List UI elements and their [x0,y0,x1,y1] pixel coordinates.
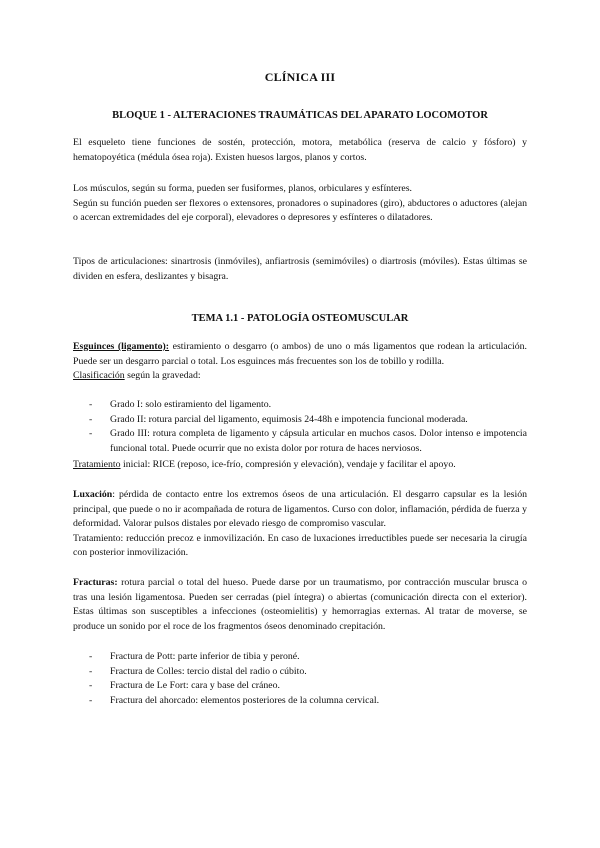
list-item: - Grado III: rotura completa de ligamento y cápsula articular en muchos casos. Dolor intenso e impotencia funcional total. Puede ocurrir que no exista dolor por rotura de haces nerviosos. [73,427,527,456]
dislocation-definition: : pérdida de contacto entre los extremos óseos de una articulación. El desgarro capsular es la lesión principal, que puede o no ir acompañada de rotura de ligamentos. Curso con dolor, inflamación, pérdida de fuerza y deformidad. Valorar pulsos distales por elevado riesgo de compromiso vascular. [73,489,527,530]
dislocation-paragraph [73,488,527,561]
dislocation-treatment: Tratamiento: reducción precoz e inmovilización. En caso de luxaciones irreductibles puede ser necesaria la cirugía con posterior inmovilización. [73,532,527,559]
topic-heading: TEMA 1.1 - PATOLOGÍA OSTEOMUSCULAR [191,313,409,324]
treatment-label: Tratamiento [73,459,121,470]
list-item: - Fractura del ahorcado: elementos posteriores de la columna cervical. [73,694,527,709]
muscles-form-text: Los músculos, según su forma, pueden ser fusiformes, planos, orbiculares y esfínteres. [73,183,413,194]
fracture-types-list [73,650,527,708]
document-title: CLÍNICA III [264,70,336,84]
sprains-paragraph [73,340,527,384]
fractures-term: Fracturas: [73,577,118,588]
intro-muscles-paragraph [73,182,527,226]
classification-label: Clasificación [73,370,125,382]
fractures-paragraph [73,576,527,634]
sprains-treatment [73,458,527,473]
classification-text: según la gravedad: [124,370,201,382]
fractures-definition: rotura parcial o total del hueso. Puede darse por un traumatismo, por contracción muscular brusca o tras una lesión ligamentosa. Pueden ser cerradas (piel íntegra) o abiertas (comunicación directa con el exterior). Estas últimas son susceptibles a infecciones (osteomielitis) y hemorragias externas. Al tratar de moverse, se produce un sonido por el roce de los fragmentos óseos denominado crepitación. [73,577,527,632]
muscles-function-text: Según su función pueden ser flexores o extensores, pronadores o supinadores (giro), abductores o aductores (alejan o acercan extremidades del eje corporal), elevadores o depresores y esfínteres o dilatadores. [73,197,527,224]
treatment-text: inicial: RICE (reposo, ice-frío, compresión y elevación), vendaje y facilitar el apoyo. [120,459,456,470]
list-item: - Fractura de Colles: tercio distal del radio o cúbito. [73,665,527,680]
list-item: - Grado II: rotura parcial del ligamento, equimosis 24-48h e impotencia funcional moderada. [73,413,527,428]
sprains-term: Esguinces (ligamento): [73,341,170,352]
sprain-grades-list [73,398,527,456]
sprains-definition: estiramiento o desgarro (o ambos) de uno o más ligamentos que rodean la articulación. Puede ser un desgarro parcial o total. Los esguinces más frecuentes son los de tobillo y rodilla. [73,341,527,367]
list-item: - Grado I: solo estiramiento del ligamento. [73,398,527,413]
dislocation-term: Luxación [73,489,113,500]
intro-joints-paragraph: Tipos de articulaciones: sinartrosis (inmóviles), anfiartrosis (semimóviles) o diartrosis (móviles). Estas últimas se dividen en esfera, deslizantes y bisagra. [73,256,527,282]
intro-skeleton-paragraph: El esqueleto tiene funciones de sostén, protección, motora, metabólica (reserva de calcio y fósforo) y hematopoyética (médula ósea roja). Existen huesos largos, planos y cortos. [73,137,527,163]
block-heading: BLOQUE 1 - ALTERACIONES TRAUMÁTICAS DEL APARATO LOCOMOTOR [112,110,488,121]
list-item: - Fractura de Le Fort: cara y base del cráneo. [73,679,527,694]
list-item: - Fractura de Pott: parte inferior de tibia y peroné. [73,650,527,665]
